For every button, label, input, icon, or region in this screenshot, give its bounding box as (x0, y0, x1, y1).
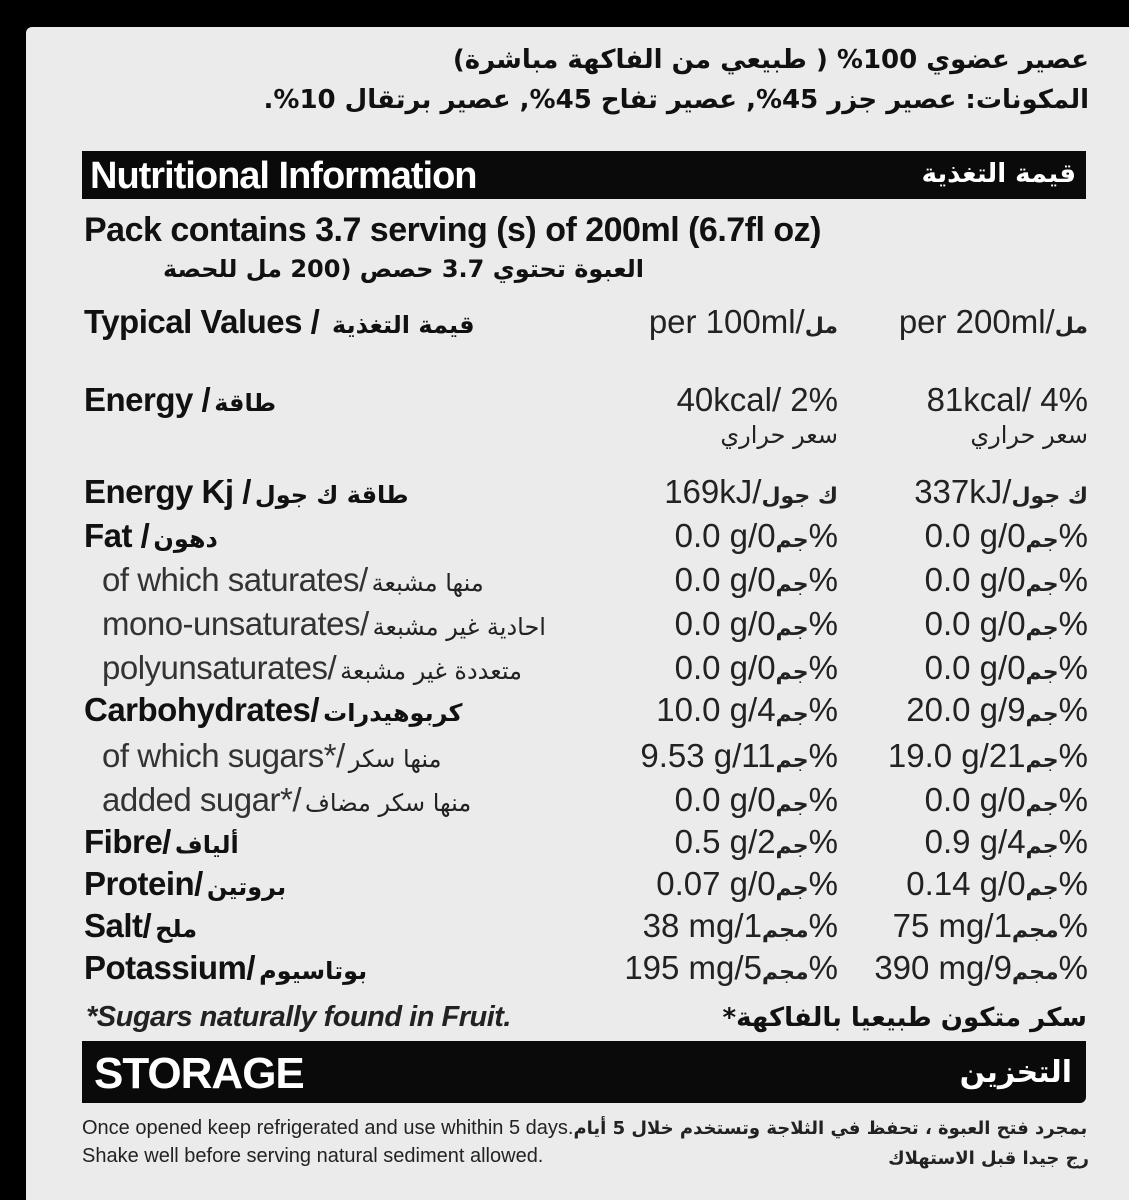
nutrient-row (84, 517, 1088, 561)
nutrient-label: polyunsaturates/ متعددة غير مشبعة (102, 649, 522, 686)
value-per-100ml: 169kJ/ك جول (664, 473, 838, 510)
value-per-100ml: 0.0 g/ جم0% (674, 561, 838, 598)
nutrient-row (84, 473, 1088, 517)
value-per-200ml: 390 mg/ مجم9% (874, 949, 1088, 986)
ingredients-title: عصير عضوي 100% ( طبيعي من الفاكهة مباشرة) (452, 45, 1089, 75)
nutrition-header-title: Nutritional Information (90, 155, 477, 197)
storage-instruction-2-ar: رج جيدا قبل الاستهلاك (888, 1148, 1089, 1169)
nutrient-row (84, 823, 1088, 867)
nutrient-label: Carbohydrates/ كربوهيدرات (84, 691, 463, 728)
value-per-200ml: 0.0 g/ جم0% (924, 517, 1088, 554)
value-per-100ml: 0.5 g/ جم2% (674, 823, 838, 860)
value-per-200ml: 75 mg/ مجم1% (892, 907, 1088, 944)
value-per-200ml: 0.14 g/ جم0% (906, 865, 1088, 902)
value-per-200ml: 337kJ/ك جول (914, 473, 1088, 510)
value-per-200ml: 0.0 g/ جم0% (924, 605, 1088, 642)
nutrient-row (84, 561, 1088, 605)
value-per-100ml: 0.0 g/ جم0% (674, 605, 838, 642)
storage-instruction-1: Once opened keep refrigerated and use whithin 5 days.بمجرد فتح العبوة ، تحفظ في الثلاجة وتستخدم خلال 5 أيام (82, 1117, 1088, 1139)
value-per-100ml: 195 mg/ مجم5% (624, 949, 838, 986)
nutrient-label: of which sugars*/ منها سكر (102, 737, 442, 774)
nutrient-label: mono-unsaturates/ احادية غير مشبعة (102, 605, 546, 642)
nutrient-row (84, 781, 1088, 825)
value-per-200ml: 0.0 g/ جم0% (924, 561, 1088, 598)
value-per-200ml: 19.0 g/ جم21% (887, 737, 1088, 774)
nutrient-label: Fibre/ ألياف (84, 823, 239, 860)
nutrient-label: Potassium/ بوتاسيوم (84, 949, 368, 986)
nutrient-label: Fat / دهون (84, 517, 218, 554)
per-100ml-header: per 100ml/مل (648, 303, 838, 340)
value-per-100ml: 38 mg/ مجم1% (642, 907, 838, 944)
nutrient-row (84, 907, 1088, 951)
footnote-ar: سكر متكون طبيعيا بالفاكهة* (722, 1003, 1087, 1033)
ingredients-list: المكونات: عصير جزر 45%, عصير تفاح 45%, عصير برتقال 10%. (263, 85, 1089, 115)
value-per-100ml: 0.0 g/ جم0% (674, 649, 838, 686)
nutrient-label: Energy / طاقة (84, 381, 277, 418)
value-per-100ml: 9.53 g/ جم11% (640, 737, 838, 774)
nutrition-label (26, 27, 1129, 1200)
nutrient-label: of which saturates/ منها مشبعة (102, 561, 484, 598)
nutrient-label: Salt/ ملح (84, 907, 198, 944)
value-per-200ml: 0.0 g/ جم0% (924, 649, 1088, 686)
nutrient-label: Energy Kj / طاقة ك جول (84, 473, 409, 510)
nutrient-row (84, 605, 1088, 649)
typical-values-row (84, 303, 1088, 347)
nutrient-row (84, 691, 1088, 735)
nutrition-header-title-ar: قيمة التغذية (921, 159, 1076, 189)
value-per-200ml: 20.0 g/ جم9% (906, 691, 1088, 728)
value-per-100ml: 10.0 g/ جم4% (656, 691, 838, 728)
storage-instruction-2: Shake well before serving natural sediment allowed. (82, 1145, 544, 1167)
pack-servings: Pack contains 3.7 serving (s) of 200ml (6.7fl oz) (84, 211, 821, 249)
nutrient-row (84, 649, 1088, 693)
nutrient-label: added sugar*/ منها سكر مضاف (102, 781, 472, 818)
storage-title: STORAGE (94, 1049, 304, 1098)
energy-unit-label: سعر حراري (970, 421, 1088, 449)
energy-unit-label: سعر حراري (720, 421, 838, 449)
nutrient-row (84, 865, 1088, 909)
value-per-100ml: 0.07 g/ جم0% (656, 865, 838, 902)
nutrient-row (84, 949, 1088, 993)
value-per-100ml: 0.0 g/ جم0% (674, 781, 838, 818)
value-per-200ml: 0.9 g/ جم4% (924, 823, 1088, 860)
nutrient-row (84, 381, 1088, 449)
value-per-100ml: 0.0 g/ جم0% (674, 517, 838, 554)
value-per-200ml: 0.0 g/ جم0% (924, 781, 1088, 818)
nutrient-label: Protein/ بروتين (84, 865, 287, 902)
footnote: *Sugars naturally found in Fruit. (86, 1001, 511, 1033)
value-per-200ml: 81kcal/ 4% (926, 381, 1088, 418)
storage-title-ar: التخزين (959, 1055, 1072, 1090)
typical-values-label: Typical Values / قيمة التغذية (84, 303, 475, 340)
pack-servings-ar: العبوة تحتوي 3.7 حصص (200 مل للحصة (163, 255, 644, 283)
per-200ml-header: per 200ml/مل (898, 303, 1088, 340)
value-per-100ml: 40kcal/ 2% (676, 381, 838, 418)
nutrient-row (84, 737, 1088, 781)
storage-header-bar (82, 1041, 1086, 1103)
nutrition-header-bar (82, 151, 1086, 199)
